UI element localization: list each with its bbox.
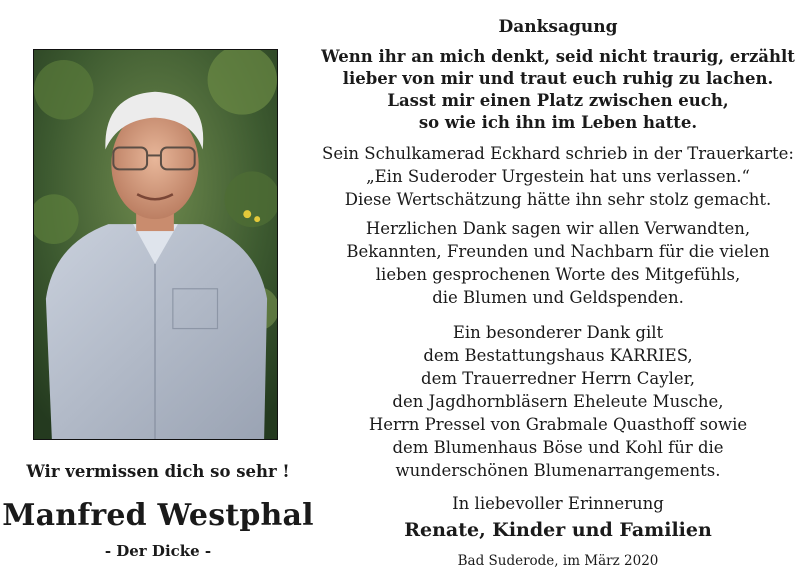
card-title: Danksagung (498, 17, 618, 37)
paragraph-eckhard (316, 142, 800, 211)
paragraph-line: „Ein Suderoder Urgestein hat uns verlassen.“ (366, 167, 750, 186)
paragraph-line: Sein Schulkamerad Eckhard schrieb in der Trauerkarte: (322, 144, 794, 163)
paragraph-line: dem Blumenhaus Böse und Kohl für die (392, 438, 724, 457)
nickname: - Der Dicke - (104, 542, 212, 560)
place-date: Bad Suderode, im März 2020 (457, 553, 659, 569)
paragraph-line: die Blumen und Geldspenden. (432, 288, 684, 307)
paragraph-line: den Jagdhornbläsern Eheleute Musche, (392, 392, 724, 411)
paragraph-line: dem Trauerredner Herrn Cayler, (421, 369, 695, 388)
poem-line: Lasst mir einen Platz zwischen euch, (387, 91, 729, 110)
paragraph-line: wunderschönen Blumenarrangements. (395, 461, 721, 480)
paragraph-special-thanks (316, 321, 800, 482)
paragraph-line: Herzlichen Dank sagen wir allen Verwandten, (365, 219, 751, 238)
paragraph-line: dem Bestattungshaus KARRIES, (423, 346, 693, 365)
deceased-name: Manfred Westphal (2, 498, 314, 533)
poem-line: so wie ich ihn im Leben hatte. (418, 113, 698, 132)
paragraph-thanks (316, 217, 800, 309)
paragraph-line: lieben gesprochenen Worte des Mitgefühls, (375, 265, 741, 284)
portrait-image (34, 50, 277, 439)
portrait-photo (33, 49, 278, 440)
poem (316, 46, 800, 134)
miss-text: Wir vermissen dich so sehr ! (26, 462, 290, 481)
signature: Renate, Kinder und Familien (404, 519, 712, 541)
paragraph-line: Herrn Pressel von Grabmale Quasthoff sowie (368, 415, 748, 434)
paragraph-line: Bekannten, Freunden und Nachbarn für die vielen (346, 242, 770, 261)
signature-intro: In liebevoller Erinnerung (452, 494, 664, 513)
poem-line: Wenn ihr an mich denkt, seid nicht traurig, erzählt (321, 47, 795, 66)
paragraph-line: Diese Wertschätzung hätte ihn sehr stolz gemacht. (344, 190, 772, 209)
paragraph-line: Ein besonderer Dank gilt (452, 323, 664, 342)
poem-line: lieber von mir und traut euch ruhig zu lachen. (342, 69, 774, 88)
